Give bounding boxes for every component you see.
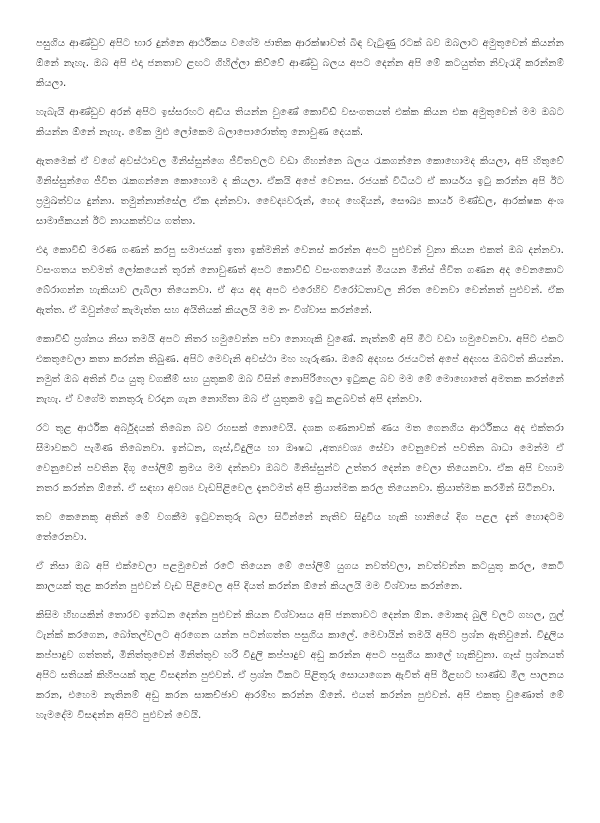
paragraph-3: ඇතමෙක් ඒ වගේ අවස්ථාවල මිනිස්සුන්ගෙ ජීවිතවලට වඩා ගිහන්නෙ බලය රැකගන්නෙ කොහොමද කියලා, අපි හිතුවේ මිනිස්සුන්ගෙ ජීවිත රැකගන්නෙ කොහොම ද කියලා. ඒකයි අපේ වෙනස. රජයක් විධියට ඒ කාර්යය ඉටු කරන්න අපි ඊට ප්‍රමුඛත්වය දුන්නා. තමුන්නාන්සේල ඒක දන්නවා. වෛද්‍යවරුන්, හෙද හෙදියන්, සෞඛ්‍ය කාර්ය මණ්ඩල, ආරක්ෂක අංශ සාමාජිකයන් ඊට නායකත්වය ගත්තා.	[36, 156, 564, 227]
paragraph-1: පසුගිය ආණ්ඩුව අපිට භාර දුන්නෙ ආර්ථිකය වගේම ජාතික ආරක්ෂාවත් බිඳ වැටුණු රටක් බව ඔබලාට අමුතුවෙන් කියන්න ඕනේ නැහැ. ඔබ අපි එදා ජනතාව ළඟට ගිහිල්ලා කිව්වේ ආණ්ඩු බලය අපට දෙන්න අපි මේ කටයුත්ත නිවැරැදි කරන්නම් කියලා.	[36, 38, 564, 89]
paragraph-5: කොවිඩ් ප්‍රශ්නය නිසා තමයි අපට නිතර හමුවෙන්න පවා නොහැකි වුණේ. නැත්නම් අපි මීට වඩා හමුවෙනවා. අපිට එකට එකතුවෙලා කතා කරන්න තිබුණ. අපිට මෙවැනි අවස්ථා මහ හැරුණා. ඔබේ අදහස රජයටත් අපේ අදහස ඔබටත් කියන්න. නමුත් ඔබ අතින් විය යුතු වගකීම් සහ යුතුකම් ඔබ විසින් නොපිරිහෙලා ඉටුකළ බව මම මේ මොහොතේ අමතක කරන්නේ නැහැ. ඒ වගේම තනතුරු වරදාන ගැන නොහිතා ඔබ ඒ යුතුකම ඉටු කළබවත් අපි දන්නවා.	[36, 334, 564, 405]
paragraph-4: එදා කොවිඩ් මරණ ගණන් කරපු සමාජයක් ඉතා ඉක්මනින් වෙනස් කරන්න අපට පුළුවන් වුනා කියන එකත් ඔබ දන්නවා. වසංගතය තවමත් ලෝකයෙන් තුරන් නොවුණත් අපට කොවිඩ් වසංගතයෙන් මියයන මිනිස් ජීවිත ගණන අද වෙනකොට බේරාගන්න හැකියාව ලැබිලා තියෙනවා. ඒ අය අද අපට එරෙහිව විරෝධතාවල නිරත වෙනවා වෙන්නත් පුළුවන්. ඒක ඇත්ත. ඒ ඔවුන්ගේ කැමැත්ත සහ අයිතියක් කියලයි මම නං විශ්වාස කරන්නේ.	[36, 245, 564, 316]
paragraph-2: හැබැයි ආණ්ඩුව අරන් අපිට ඉස්සරහට අඩිය තියන්න වුණේ කොවිඩ් වසංගතයත් එක්ක කියන එක අමුතුවෙන් මම ඔබට කියන්න ඕනේ නැහැ. මේක මුළු ලෝකෙම බලාපොරොත්තු නොවුණ දෙයක්.	[36, 107, 564, 138]
paragraph-6: රට තුළ ආර්ථික අර්බුදයක් තිබෙන බව රහසක් නොවෙයි. දශක ගණනාවක් ණය මත ගෙනගිය ආර්ථිකය අද එක්තරා සීමාවකට පැමිණ තිබෙනවා. ඉන්ධන, ගෑස්,විදුලිය හා ඖෂධ ,අත්‍යවශ්‍ය සේවා වෙනුවෙන් පවතින බාධා මෙන්ම ඒ වෙනුවෙන් පවතින දිගු පෝලිම් ක්‍රමය මම දන්නවා ඔබට මිනිස්සුන්ට උත්තර දෙන්න වෙලා තියෙනවා. ඒක අපි වහාම නතර කරන්න ඕනේ. ඒ සඳහා අවශ්‍ය වැඩපිළිවෙල දැනටමත් අපි ක්‍රියාත්මක කරල තියෙනවා. ක්‍රියාත්මක කරමින් සිටිනවා.	[36, 423, 564, 494]
paragraph-7: තව කෙනෙකු අතින් මේ වගකීම ඉටුවනතුරු බලා සිටින්නේ නැතිව සිදුවිය හැකි හානියේ දිග පළල දැන් හොඳටම තේරෙනවා.	[36, 512, 564, 543]
paragraph-8: ඒ නිසා ඔබ අපි එක්වෙලා පළමුවෙන් රටේ තියෙන මේ පෝලිම් යුගය නවත්වලා, නවත්වන්න කටයුතු කරල, කෙටි කාලයක් තුළ කරන්න පුළුවන් වැඩ පිළිවෙල අපි දියත් කරන්න ඕනේ කියලයි මම විශ්වාස කරන්නෙ.	[36, 561, 564, 592]
document-page	[36, 34, 564, 735]
paragraph-9: කිසිම හිහයකින් තොරව ඉන්ධන දෙන්න පුළුවන් කියන විශ්වාසය අපි ජනතාවට දෙන්න ඕන. මොකද බුලි වලට ගහල, ෆුල් ටැන්ක් කරගෙන, බෝතල්වලට අරගෙන යන්න පටන්ගත්ත පසුගිය කාලේ. මෙවායින් තමයි අපිට ප්‍රශ්න ඇතිවුනේ. විදුලිය කප්පාදුව ගත්තත්, මිනිත්තුවෙන් මිනිත්තුව හරි විදුලි කප්පාදුව අඩු කරන්න අපට පසුගිය කාලේ හැකිවුනා. ගෑස් ප්‍රශ්නයත් අපිට සතියක් කිහිපයක් තුළ විසඳන්න පුළුවන්. ඒ ප්‍රශ්න ටිකට පිළිතුරු සොයාගෙන ඇවිත් අපි ඊළඟට භාණ්ඩ මිල පාලනය කරන, එහෙම නැතිනම් අඩු කරන සාකච්ඡාව ආරම්භ කරන්න ඕනේ. එයත් කරන්න පුළුවන්. අපි එකතු වුණොත් මේ හැමදේම විසඳන්න අපිට පුළුවන් වෙයි.	[36, 610, 564, 721]
